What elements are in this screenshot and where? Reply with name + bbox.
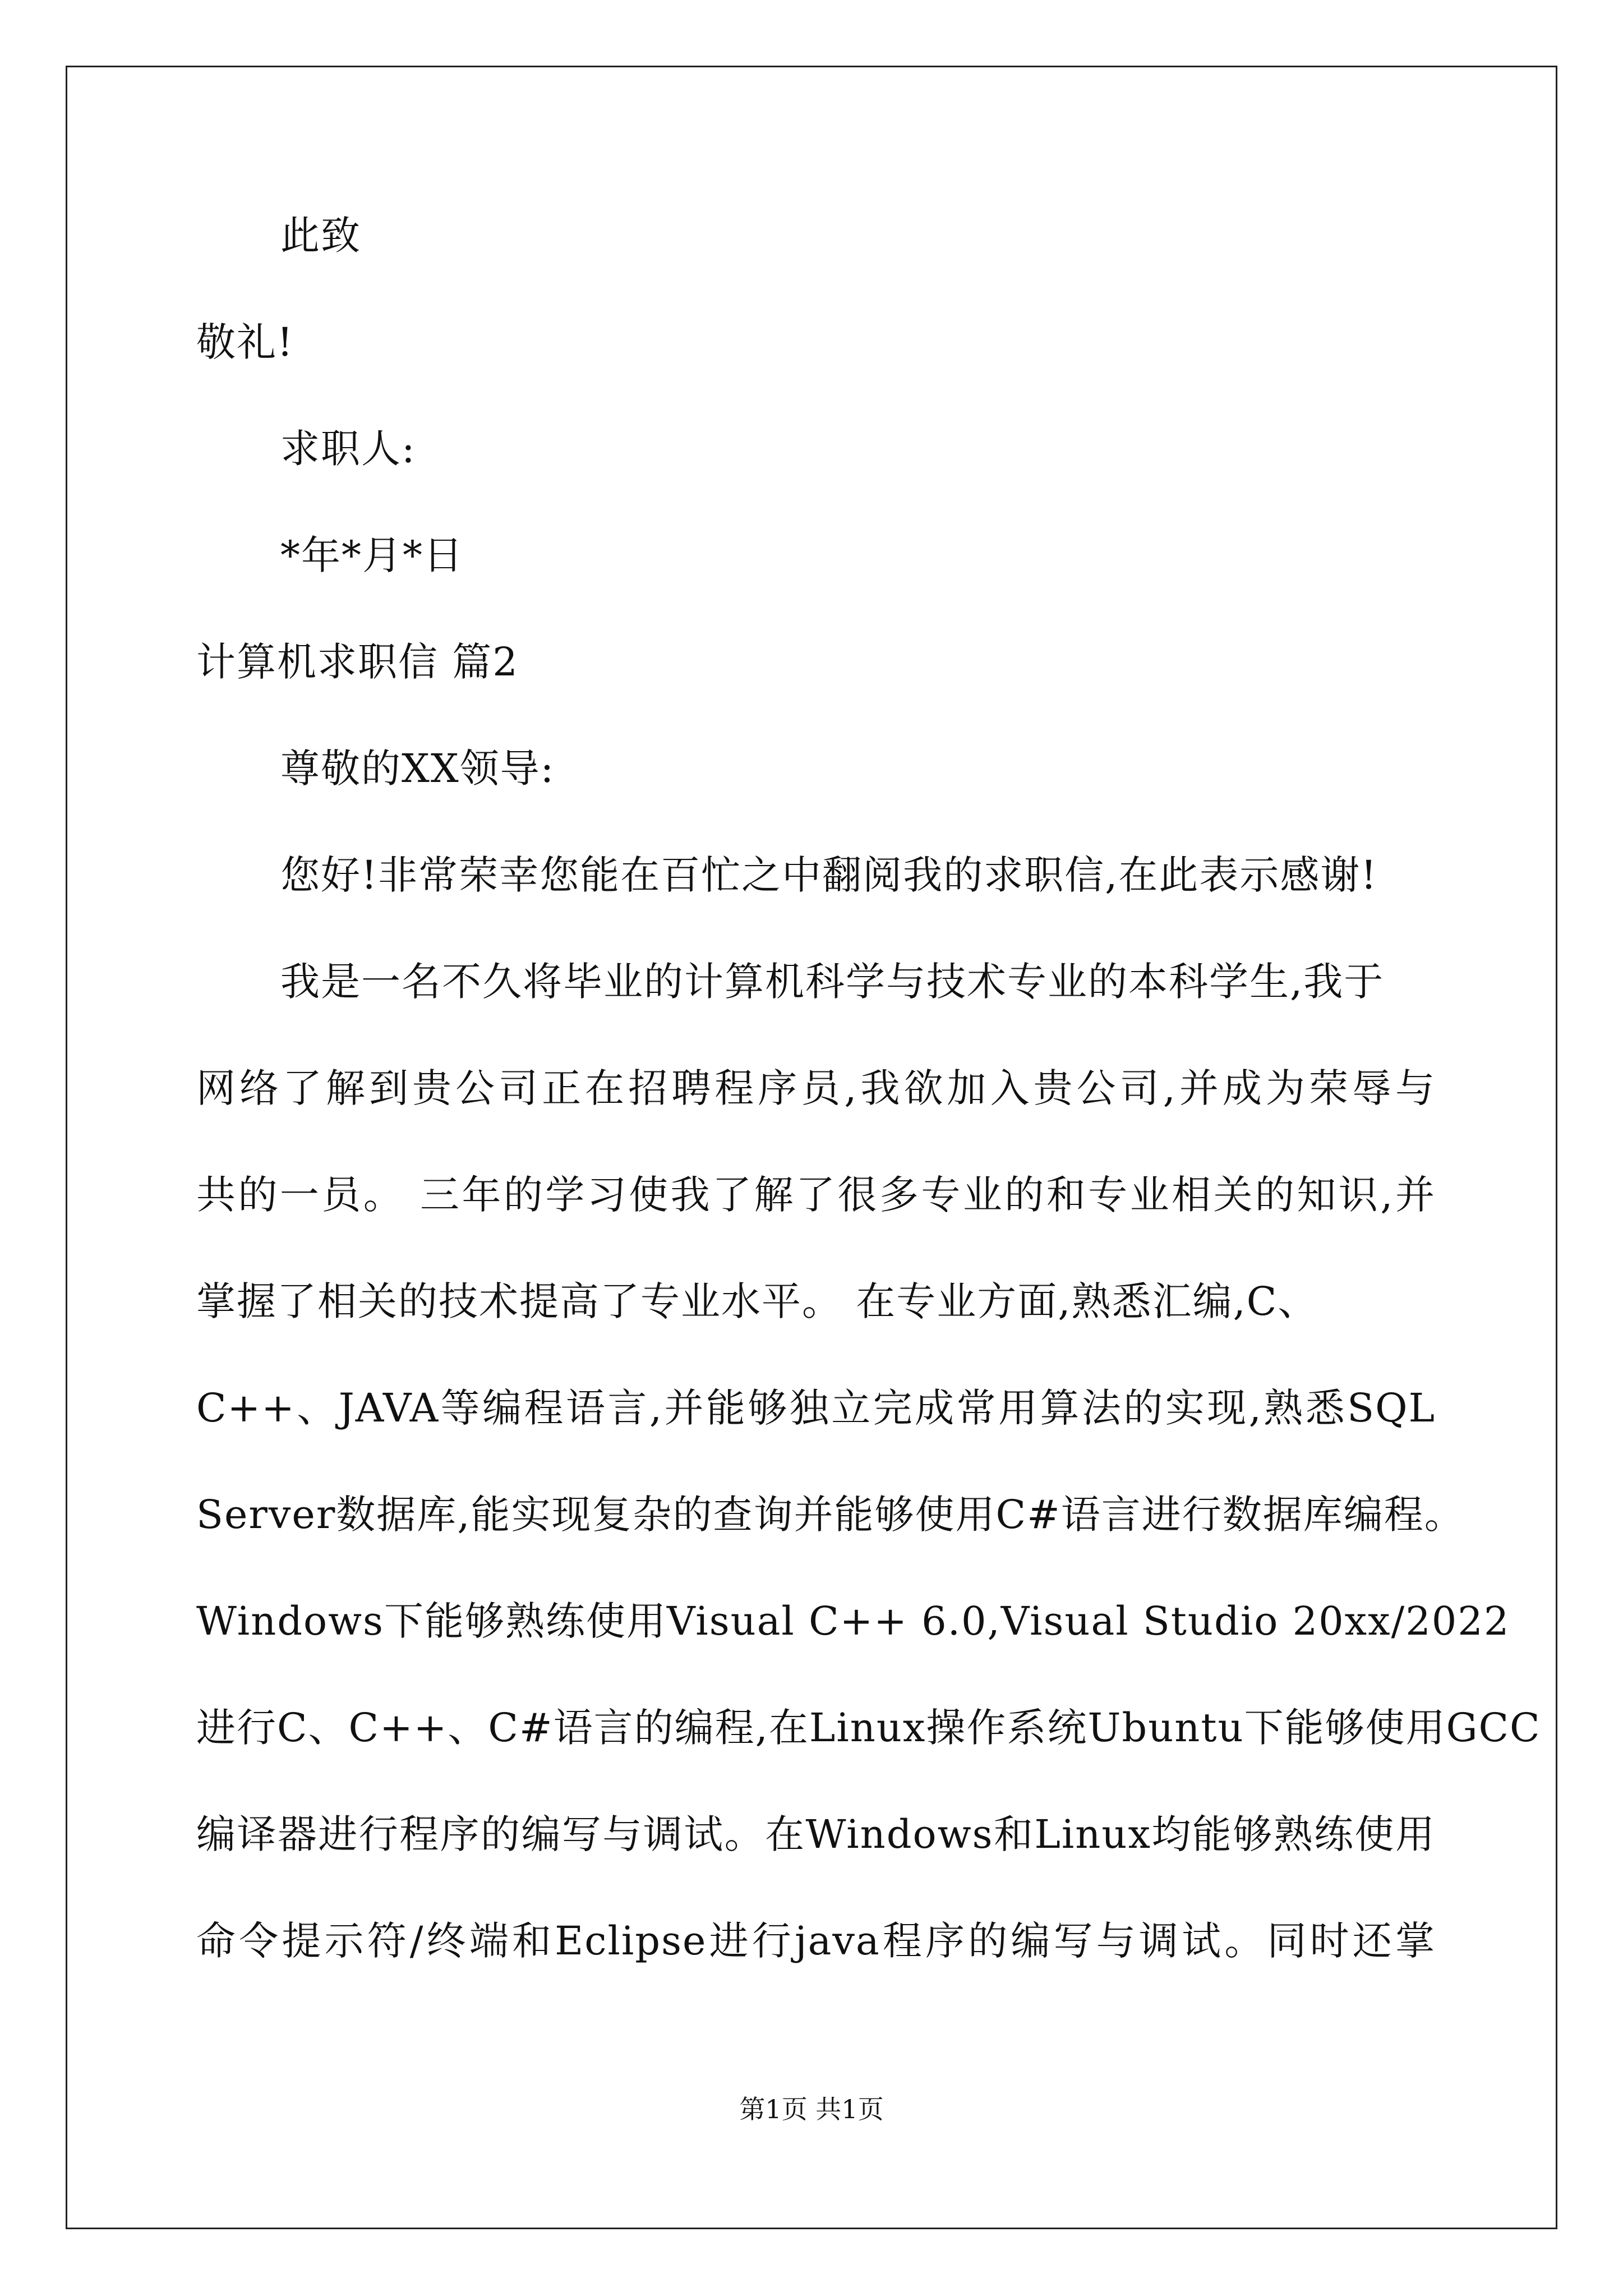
paragraph-line: 网络了解到贵公司正在招聘程序员,我欲加入贵公司,并成为荣辱与	[196, 1065, 1436, 1111]
paragraph-line: C++、JAVA等编程语言,并能够独立完成常用算法的实现,熟悉SQL	[196, 1385, 1436, 1431]
paragraph-line: Server数据库,能实现复杂的查询并能够使用C#语言进行数据库编程。	[196, 1492, 1465, 1538]
paragraph-line: 共的一员。 三年的学习使我了解了很多专业的和专业相关的知识,并	[196, 1172, 1436, 1218]
page-border	[66, 66, 1557, 2229]
paragraph-line: Windows下能够熟练使用Visual C++ 6.0,Visual Studio 20xx/2022	[196, 1598, 1510, 1644]
applicant-label: 求职人:	[280, 426, 416, 472]
paragraph-line: 命令提示符/终端和Eclipse进行java程序的编写与调试。同时还掌	[196, 1918, 1436, 1964]
closing-regards: 敬礼!	[196, 319, 294, 365]
paragraph-line: 您好!非常荣幸您能在百忙之中翻阅我的求职信,在此表示感谢!	[280, 852, 1378, 898]
letter-date: *年*月*日	[280, 532, 464, 578]
closing-salutation: 此致	[280, 213, 361, 259]
paragraph-line: 我是一名不久将毕业的计算机科学与技术专业的本科学生,我于	[280, 959, 1385, 1005]
paragraph-line: 编译器进行程序的编写与调试。在Windows和Linux均能够熟练使用	[196, 1811, 1436, 1857]
paragraph-line: 进行C、C++、C#语言的编程,在Linux操作系统Ubuntu下能够使用GCC	[196, 1705, 1541, 1751]
letter-greeting: 尊敬的XX领导:	[280, 746, 555, 792]
section-heading: 计算机求职信 篇2	[196, 639, 519, 685]
page-footer: 第1页 共1页	[739, 2094, 884, 2124]
paragraph-line: 掌握了相关的技术提高了专业水平。 在专业方面,熟悉汇编,C、	[196, 1278, 1318, 1324]
